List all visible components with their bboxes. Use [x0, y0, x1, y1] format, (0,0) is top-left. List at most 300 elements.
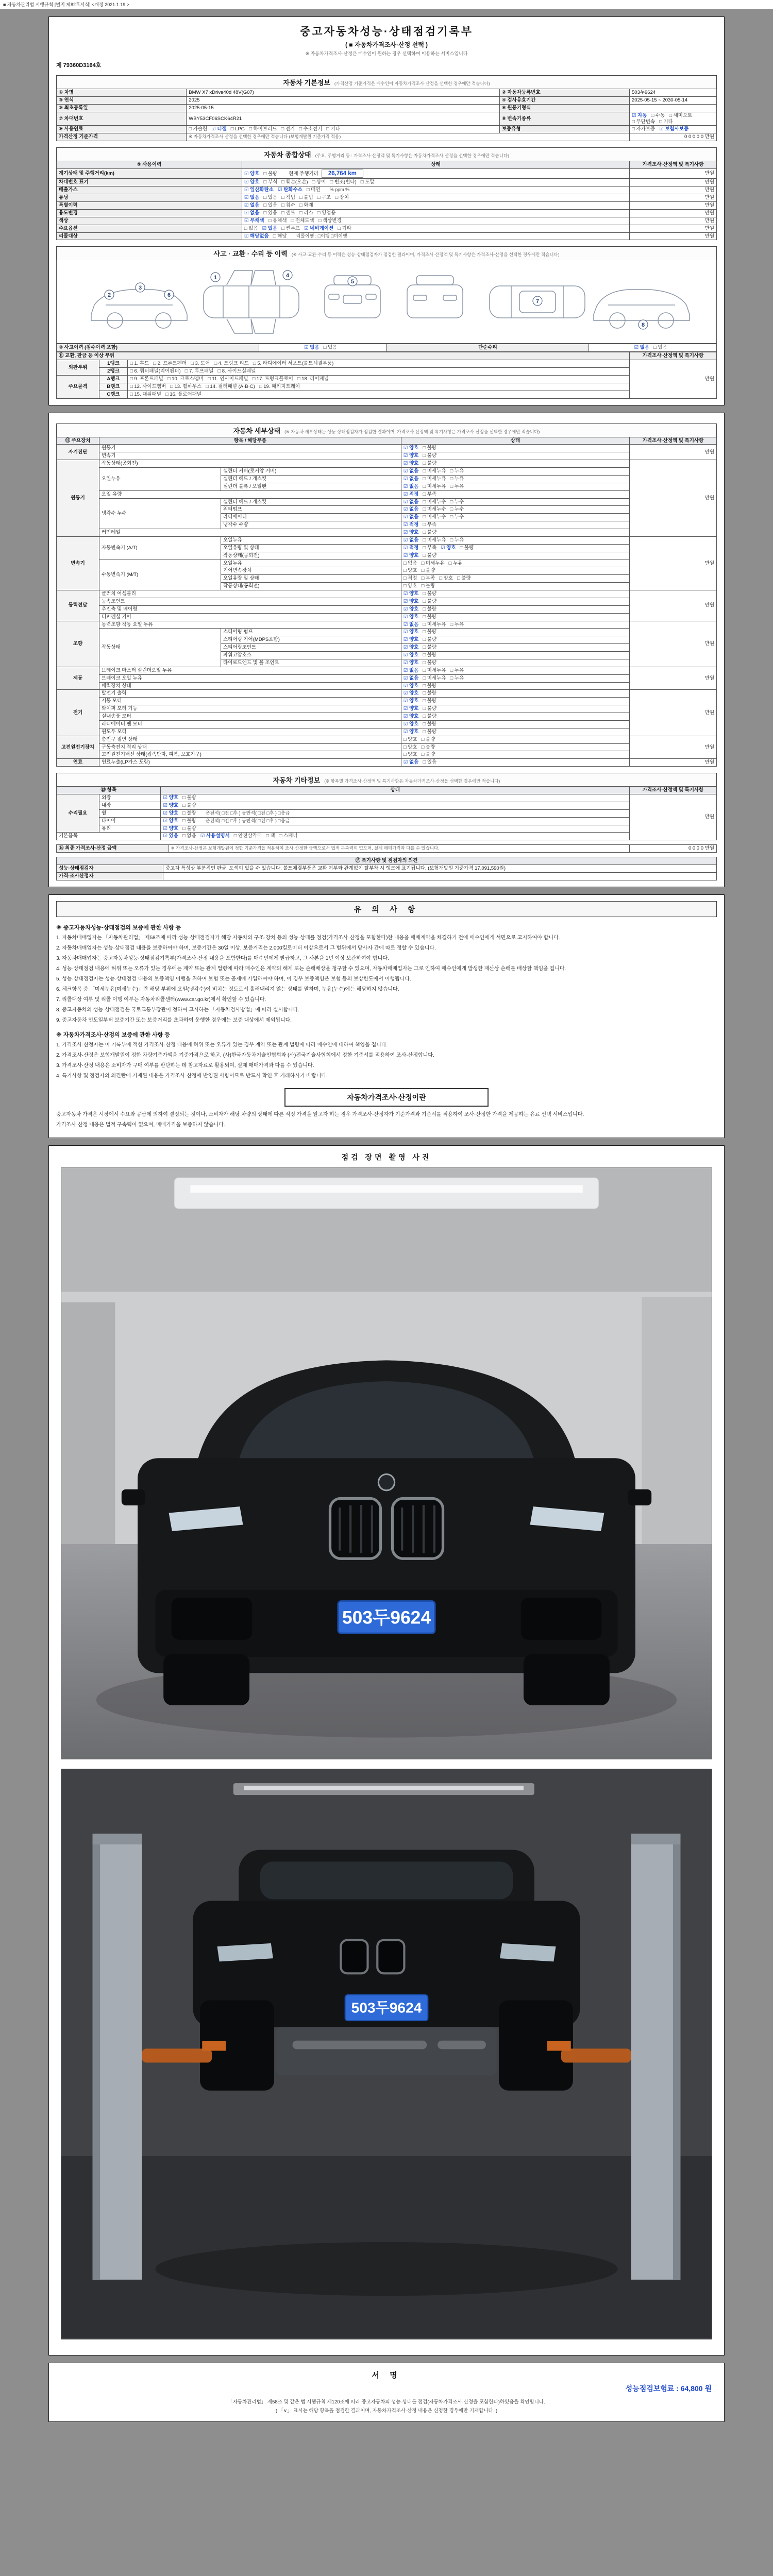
- checkbox-unchecked[interactable]: □ 불량: [423, 645, 437, 651]
- vin: [187, 112, 499, 126]
- checkbox-checked[interactable]: ☑ 네비게이션: [304, 225, 334, 231]
- cell: [57, 133, 187, 141]
- checkbox-unchecked[interactable]: □ 누유: [450, 621, 464, 628]
- inspector-opinion: [163, 865, 717, 873]
- cell-text: 만원: [704, 495, 714, 501]
- checkbox-unchecked[interactable]: □ 세미오토: [669, 112, 693, 118]
- cell-text: 오일누유: [223, 537, 242, 543]
- checkbox-checked[interactable]: ☑ 양호: [403, 614, 419, 620]
- cell: [99, 368, 128, 376]
- checkbox-unchecked[interactable]: □ 불량: [421, 744, 435, 750]
- cell-text: 가격·조사산정자: [59, 873, 94, 879]
- checkbox-unchecked[interactable]: □ 화재: [299, 202, 313, 208]
- checkbox-unchecked[interactable]: □ 유채색: [268, 217, 287, 224]
- section-header-basic: [56, 75, 717, 89]
- checkbox-unchecked[interactable]: □ 불량: [423, 606, 437, 612]
- checkbox-checked[interactable]: ☑ 양호: [403, 461, 419, 467]
- checkbox-unchecked[interactable]: □ 누수: [450, 506, 464, 513]
- checkbox-unchecked[interactable]: □ 불량: [421, 736, 435, 742]
- checkbox-unchecked[interactable]: □ 수동: [651, 112, 665, 118]
- cell-subtext: 운전석( □전 □후 ) 동반석( □전 □후 ) □응급: [205, 810, 290, 816]
- checkbox-unchecked[interactable]: □ 불량: [423, 659, 437, 666]
- checkbox-unchecked[interactable]: □ 하이브리드: [249, 126, 277, 132]
- cell-text: 파워고압호스: [223, 652, 252, 658]
- checkbox-unchecked[interactable]: □ 불량: [423, 714, 437, 719]
- checkbox-unchecked[interactable]: □ 누유: [450, 468, 464, 474]
- cell-text: 튜닝: [59, 195, 69, 201]
- checkbox-checked[interactable]: ☑ 양호: [403, 606, 419, 612]
- checkbox-unchecked[interactable]: □ LPG: [230, 126, 245, 132]
- checkbox-unchecked[interactable]: □ 10. 크로스멤버: [167, 376, 204, 382]
- section-title-etc: 자동차 기타정보: [273, 776, 321, 785]
- checkbox-unchecked[interactable]: □ 미세누유: [423, 476, 446, 482]
- checkbox-checked[interactable]: ☑ 없음: [244, 195, 260, 201]
- cell: [401, 713, 629, 721]
- checkbox-unchecked[interactable]: □ 양호: [403, 744, 417, 750]
- cell: [128, 375, 630, 383]
- checkbox-checked[interactable]: ☑ 없음: [403, 621, 419, 628]
- cell: [57, 194, 242, 202]
- checkbox-unchecked[interactable]: □ 불량: [423, 552, 437, 558]
- checkbox-unchecked[interactable]: □ 불량: [423, 598, 437, 604]
- checkbox-checked[interactable]: ☑ 없음: [244, 210, 260, 216]
- checkbox-unchecked[interactable]: □ 있음: [423, 759, 437, 766]
- checkbox-checked[interactable]: ☑ 있음: [262, 225, 278, 231]
- checkbox-unchecked[interactable]: □ 18. 리어패널: [297, 376, 329, 382]
- checkbox-unchecked[interactable]: □ 상이: [312, 179, 326, 185]
- cell: [630, 360, 717, 398]
- checkbox-unchecked[interactable]: □ 썬루프: [281, 225, 300, 231]
- checkbox-checked[interactable]: ☑ 디젤: [211, 126, 227, 132]
- checkbox-checked[interactable]: ☑ 없음: [403, 537, 419, 543]
- cell-text: 실린더 블록 / 오일팬: [223, 483, 267, 489]
- checkbox-unchecked[interactable]: □ 17. 트렁크플로어: [252, 376, 293, 382]
- cell: [242, 187, 629, 194]
- section-title-basic: 자동차 기본정보: [283, 79, 330, 87]
- checkbox-unchecked[interactable]: □ 불량: [423, 530, 437, 535]
- notes-list-2: [56, 1041, 717, 1080]
- checkbox-unchecked[interactable]: □ 기타: [659, 118, 673, 125]
- checkbox-checked[interactable]: ☑ 양호: [403, 591, 419, 597]
- checkbox-unchecked[interactable]: □ 불량: [423, 637, 437, 643]
- checkbox-unchecked[interactable]: □ 미세누유: [423, 621, 446, 628]
- checkbox-checked[interactable]: ☑ 양호: [403, 721, 419, 727]
- checkbox-checked[interactable]: ☑ 해당없음: [244, 233, 269, 239]
- checkbox-unchecked[interactable]: □ 불량: [423, 728, 437, 735]
- cell-text: 변속기: [102, 453, 116, 459]
- cell: [57, 104, 187, 112]
- checkbox-unchecked[interactable]: □ 구조: [317, 195, 331, 201]
- note-line: 2. 자동차매매업자는 성능·상태점검 내용을 보증하여야 하며, 보증기간은 30일 이상, 보증거리는 2,000킬로미터 이상으로서 그 범위에서 당사자 간에 따로 정할 수 있습니다.: [56, 945, 436, 951]
- cell: [99, 560, 221, 590]
- checkbox-unchecked[interactable]: □ 변조(변타): [330, 179, 357, 185]
- cell-text: 브레이크 오일 누유: [102, 675, 142, 681]
- checkbox-unchecked[interactable]: □ 장치: [335, 195, 349, 201]
- cell: [401, 445, 629, 452]
- checkbox-unchecked[interactable]: □ 6. 쿼터패널(리어펜더): [130, 368, 181, 374]
- checkbox-unchecked[interactable]: □ 전체도색: [291, 217, 314, 224]
- cell: [161, 825, 630, 833]
- checkbox-unchecked[interactable]: □ 영업용: [317, 210, 336, 216]
- cell-text: 가격조사·산정액 및 특기사항: [642, 787, 704, 793]
- checkbox-unchecked[interactable]: □ 양호: [403, 736, 417, 742]
- checkbox-unchecked[interactable]: □ 자가보증: [632, 126, 656, 132]
- checkbox-unchecked[interactable]: □ 적법: [281, 195, 295, 201]
- checkbox-checked[interactable]: ☑ 없음: [244, 202, 260, 208]
- checkbox-unchecked[interactable]: □ 스패너: [279, 833, 298, 839]
- cell-text: 제동: [73, 675, 83, 681]
- cell-text: 원동기: [102, 445, 116, 451]
- checkbox-unchecked[interactable]: □ 8. 사이드실패널: [217, 368, 256, 374]
- cell: [99, 460, 401, 468]
- cell: [161, 833, 630, 840]
- note-line: 6. 체크항목 중 「미세누유(미세누수)」란 해당 부위에 오일(냉각수)이 비치는 정도로서 흘러내리지 않는 상태를 말하며, 누유(누수)에는 해당하지 않습니다.: [56, 986, 399, 992]
- svg-text:6: 6: [167, 292, 171, 299]
- checkbox-checked[interactable]: ☑ 양호: [403, 683, 419, 689]
- checkbox-unchecked[interactable]: □ 16. 플로어패널: [165, 391, 202, 397]
- checkbox-checked[interactable]: ☑ 양호: [403, 690, 419, 697]
- checkbox-checked[interactable]: ☑ 없음: [403, 468, 419, 474]
- checkbox-unchecked[interactable]: □ 부식: [263, 179, 278, 185]
- cell: [221, 560, 401, 567]
- checkbox-unchecked[interactable]: □ 11. 인사이드패널: [207, 376, 248, 382]
- checkbox-unchecked[interactable]: □ 불량: [423, 690, 437, 697]
- cell: [589, 344, 717, 352]
- checkbox-unchecked[interactable]: □ 부족: [423, 491, 437, 497]
- checkbox-unchecked[interactable]: □ 불량: [423, 453, 437, 459]
- cell-text: 실린더 헤드 / 개스킷: [223, 476, 267, 482]
- checkbox-checked[interactable]: ☑ 양호: [403, 552, 419, 558]
- cell: [99, 690, 401, 698]
- checkbox-unchecked[interactable]: □ 5. 라디에이터 서포트(볼트체결부품): [253, 361, 334, 367]
- cell-text: 만원: [704, 202, 714, 208]
- checkbox-unchecked[interactable]: □ 있음: [263, 202, 278, 208]
- checkbox-unchecked[interactable]: □ 19. 패키지트레이: [259, 383, 300, 389]
- cell-text: 작동상태(공회전): [223, 552, 260, 558]
- cell-text: ⑨ 사용이력: [137, 162, 162, 168]
- cell: [401, 544, 629, 552]
- checkbox-checked[interactable]: ☑ 없음: [403, 514, 419, 520]
- checkbox-unchecked[interactable]: □ 전기: [281, 126, 295, 132]
- cell: [401, 644, 629, 652]
- checkbox-unchecked[interactable]: □ 없음: [403, 560, 417, 566]
- checkbox-unchecked[interactable]: □ 불법: [299, 195, 313, 201]
- cell: [401, 475, 629, 483]
- cell-text: 상태: [390, 787, 400, 793]
- checkbox-checked[interactable]: ☑ 없음: [403, 483, 419, 489]
- checkbox-checked[interactable]: ☑ 양호: [403, 645, 419, 651]
- checkbox-checked[interactable]: ☑ 양호: [403, 714, 419, 719]
- cell: [221, 483, 401, 490]
- checkbox-unchecked[interactable]: □ 7. 루프패널: [184, 368, 214, 374]
- warranty-type: [630, 126, 717, 133]
- checkbox-unchecked[interactable]: □ 15. 대쉬패널: [130, 391, 161, 397]
- checkbox-unchecked[interactable]: □ 불량: [263, 171, 278, 177]
- checkbox-checked[interactable]: ☑ 양호: [244, 179, 260, 185]
- checkbox-unchecked[interactable]: □ 미세누유: [423, 468, 446, 474]
- checkbox-checked[interactable]: ☑ 없음: [403, 499, 419, 505]
- checkbox-unchecked[interactable]: □ 미세누유: [423, 667, 446, 673]
- checkbox-unchecked[interactable]: □ 불량: [423, 721, 437, 727]
- checkbox-unchecked[interactable]: □ 양호: [439, 575, 453, 582]
- cell: [401, 728, 629, 736]
- cell-text: ③ 연식: [59, 97, 74, 103]
- cell: [221, 498, 401, 506]
- checkbox-unchecked[interactable]: □ 불량: [421, 752, 435, 758]
- cell: [401, 567, 629, 575]
- cell: [401, 483, 629, 490]
- checkbox-unchecked[interactable]: □ 불량: [423, 683, 437, 689]
- cell-text: 라디에이터 팬 모터: [102, 721, 142, 727]
- checkbox-unchecked[interactable]: □ 13. 휠하우스: [170, 383, 202, 389]
- cell-text: 스티어링 펌프: [223, 629, 253, 635]
- checkbox-unchecked[interactable]: □ 수소전기: [299, 126, 323, 132]
- checkbox-checked[interactable]: ☑ 무채색: [244, 217, 264, 224]
- cell-text: ④ 검사유효기간: [501, 97, 536, 103]
- checkbox-unchecked[interactable]: □ 해당: [273, 233, 287, 239]
- cell: [221, 514, 401, 521]
- checkbox-unchecked[interactable]: □ 미세누수: [423, 514, 446, 520]
- checkbox-unchecked[interactable]: □ 누유: [450, 667, 464, 673]
- note-line: 7. 리콜대상 여부 및 리콜 이행 여부는 자동차리콜센터(www.car.go.kr)에서 확인할 수 있습니다.: [56, 996, 266, 1003]
- checkbox-unchecked[interactable]: □ 2. 프론트펜더: [153, 361, 187, 367]
- checkbox-checked[interactable]: ☑ 없음: [403, 506, 419, 513]
- checkbox-checked[interactable]: ☑ 자동: [632, 112, 647, 118]
- checkbox-unchecked[interactable]: □ 불량: [423, 591, 437, 597]
- checkbox-unchecked[interactable]: □ 누유: [450, 537, 464, 543]
- checkbox-checked[interactable]: ☑ 양호: [163, 810, 178, 816]
- cell-text: 작동상태(공회전): [102, 461, 138, 467]
- checkbox-unchecked[interactable]: □ 잭: [266, 833, 275, 839]
- cell-text: 성능·상태점검자: [59, 866, 94, 871]
- cell: [401, 536, 629, 544]
- checkbox-checked[interactable]: ☑ 양호: [403, 445, 419, 451]
- checkbox-unchecked[interactable]: □ 없음: [244, 225, 258, 231]
- final-price-label: [57, 845, 169, 853]
- cell-text: 타이로드엔드 및 볼 조인트: [223, 659, 279, 666]
- checkbox-unchecked[interactable]: □ 불량: [423, 698, 437, 704]
- checkbox-unchecked[interactable]: □ 불량: [421, 568, 435, 574]
- svg-text:3: 3: [138, 285, 142, 292]
- svg-text:7: 7: [535, 298, 540, 305]
- cell-text: 0 0 0 0 0 만원: [684, 134, 714, 140]
- exchange-rank-table: [56, 352, 717, 398]
- checkbox-unchecked[interactable]: □ 미세누수: [423, 499, 446, 505]
- checkbox-unchecked[interactable]: □ 안전삼각대: [233, 833, 262, 839]
- checkbox-unchecked[interactable]: □ 있음: [263, 195, 278, 201]
- checkbox-checked[interactable]: ☑ 양호: [403, 453, 419, 459]
- cell-text: 타이어: [102, 818, 116, 824]
- note-line: 2. 가격조사·산정은 보험개발원이 정한 차량기준가액을 기준가격으로 하고, (사)한국자동차기술인협회와 (사)전국기술사협회에서 정한 기준서를 적용하여 조사·산정합니다.: [56, 1052, 434, 1058]
- checkbox-checked[interactable]: ☑ 양호: [403, 652, 419, 658]
- section-title-detail: 자동차 세부상태: [233, 427, 281, 435]
- checkbox-checked[interactable]: ☑ 양호: [403, 659, 419, 666]
- cell-text: 실린더 커버(로커암 커버): [223, 468, 277, 474]
- checkbox-unchecked[interactable]: □ 기타: [326, 126, 340, 132]
- cell: [401, 743, 629, 751]
- checkbox-checked[interactable]: ☑ 보험사보증: [659, 126, 689, 132]
- checkbox-unchecked[interactable]: □ 누유: [450, 476, 464, 482]
- cell: [401, 583, 629, 590]
- cell: [630, 225, 717, 232]
- cell-text: 윈도우 모터: [102, 728, 127, 735]
- notes-list-1: [56, 934, 717, 1024]
- checkbox-unchecked[interactable]: □ 불량: [423, 652, 437, 658]
- cell-text: 내장: [102, 802, 111, 808]
- checkbox-checked[interactable]: ☑ 양호: [163, 795, 178, 801]
- checkbox-unchecked[interactable]: □ 침수: [281, 202, 295, 208]
- checkbox-checked[interactable]: ☑ 양호: [244, 171, 260, 177]
- cell: [99, 468, 221, 491]
- cell: [630, 202, 717, 210]
- checkbox-checked[interactable]: ☑ 양호: [163, 825, 178, 832]
- checkbox-unchecked[interactable]: □ 색상변경: [318, 217, 342, 224]
- cell-text: C랭크: [107, 391, 120, 397]
- checkbox-unchecked[interactable]: □ 무단변속: [632, 118, 656, 125]
- checkbox-unchecked[interactable]: □ 불량: [182, 825, 196, 832]
- checkbox-unchecked[interactable]: □ 미세누유: [421, 560, 445, 566]
- checkbox-unchecked[interactable]: □ 양호: [403, 568, 417, 574]
- checkbox-unchecked[interactable]: □ 누유: [450, 483, 464, 489]
- checkbox-unchecked[interactable]: □ 불량: [182, 802, 196, 808]
- cell: [128, 391, 630, 398]
- document-title: 중고자동차성능·상태점검기록부: [300, 26, 473, 38]
- checkbox-checked[interactable]: ☑ 양호: [163, 818, 178, 824]
- cell: [630, 352, 717, 360]
- car-diagram-svg: [59, 263, 714, 340]
- checkbox-unchecked[interactable]: □ 있음: [263, 210, 278, 216]
- checkbox-checked[interactable]: ☑ 양호: [403, 728, 419, 735]
- cell: [99, 802, 161, 809]
- checkbox-unchecked[interactable]: □ 누유: [450, 675, 464, 681]
- checkbox-checked[interactable]: ☑ 없음: [403, 667, 419, 673]
- checkbox-checked[interactable]: ☑ 적정: [403, 491, 419, 497]
- checkbox-checked[interactable]: ☑ 양호: [403, 629, 419, 635]
- checkbox-checked[interactable]: ☑ 양호: [441, 545, 456, 551]
- cell: [221, 567, 401, 575]
- checkbox-unchecked[interactable]: □ 기타: [338, 225, 351, 231]
- checkbox-unchecked[interactable]: □ 부족: [421, 575, 435, 582]
- cell-text: 추진축 및 베어링: [102, 606, 138, 612]
- cell-text: 상태: [431, 162, 441, 168]
- checkbox-unchecked[interactable]: □ 12. 사이드멤버: [130, 383, 166, 389]
- checkbox-checked[interactable]: ☑ 있음: [163, 833, 178, 839]
- checkbox-checked[interactable]: ☑ 일산화탄소: [244, 187, 274, 193]
- checkbox-unchecked[interactable]: □ 있음: [323, 345, 338, 351]
- checkbox-unchecked[interactable]: □ 양호: [403, 752, 417, 758]
- checkbox-unchecked[interactable]: □ 미세누유: [423, 537, 446, 543]
- checkbox-unchecked[interactable]: □ 1. 후드: [130, 361, 149, 367]
- checkbox-checked[interactable]: ☑ 양호: [403, 530, 419, 535]
- checkbox-unchecked[interactable]: □ 누수: [450, 499, 464, 505]
- cell-text: 오일누유: [102, 476, 121, 482]
- cell-text: 만원: [704, 217, 714, 224]
- checkbox-checked[interactable]: ☑ 양호: [403, 706, 419, 712]
- cell: [99, 391, 128, 398]
- note-line: 「자동차관리법」 제58조 및 같은 법 시행규칙 제120조에 따라 중고자동차의 성능·상태를 점검(자동차가격조사·산정을 포함한다)하였음을 확인합니다.: [228, 2399, 545, 2405]
- cell: [221, 468, 401, 476]
- checkbox-unchecked[interactable]: □ 없음: [182, 833, 196, 839]
- checkbox-unchecked[interactable]: □ 미세누유: [423, 483, 446, 489]
- cell-text: 만원: [704, 759, 714, 766]
- checkbox-unchecked[interactable]: □ 리스: [299, 210, 313, 216]
- overall-state-table: [56, 161, 717, 240]
- checkbox-unchecked[interactable]: □ 불량: [423, 461, 437, 467]
- checkbox-checked[interactable]: ☑ 양호: [403, 598, 419, 604]
- checkbox-unchecked[interactable]: □ 불량: [423, 445, 437, 451]
- checkbox-unchecked[interactable]: □ 부족: [423, 522, 437, 528]
- checkbox-unchecked[interactable]: □ 렌트: [281, 210, 295, 216]
- checkbox-checked[interactable]: ☑ 탄화수소: [277, 187, 303, 193]
- cell: [221, 659, 401, 667]
- checkbox-unchecked[interactable]: □ 불량: [423, 706, 437, 712]
- checkbox-checked[interactable]: ☑ 없음: [403, 759, 419, 766]
- checkbox-unchecked[interactable]: □ 훼손(오손): [281, 179, 308, 185]
- checkbox-checked[interactable]: ☑ 없음: [634, 345, 650, 351]
- checkbox-checked[interactable]: ☑ 양호: [403, 698, 419, 704]
- cell-text: 스티어링조인트: [223, 645, 257, 651]
- checkbox-unchecked[interactable]: □ 불량: [182, 795, 196, 801]
- checkbox-unchecked[interactable]: □ 14. 필러패널 (A·B·C): [206, 383, 255, 389]
- checkbox-unchecked[interactable]: □ 불량: [457, 575, 471, 582]
- cell-text: 주요옵션: [59, 225, 78, 231]
- opinion-table: [56, 857, 717, 880]
- checkbox-checked[interactable]: ☑ 양호: [163, 802, 178, 808]
- checkbox-checked[interactable]: ☑ 적정: [403, 522, 419, 528]
- checkbox-checked[interactable]: ☑ 없음: [304, 345, 320, 351]
- checkbox-unchecked[interactable]: □ 부족: [423, 545, 437, 551]
- checkbox-unchecked[interactable]: □ 불량: [423, 629, 437, 635]
- panel-basic-info: [48, 16, 725, 405]
- cell-text: ⑮ 특기사항 및 점검자의 의견: [355, 858, 418, 864]
- note-line: 4. 성능·상태점검 내용에 허위 또는 오류가 있는 경우에는 계약 또는 관계 법령에 따라 매수인은 계약의 해제 또는 손해배상을 청구할 수 있으며, 자동차매매업자는 그로 인하여 매수인에게 발생한 재산상 손해를 배상할 책임을 집니다.: [56, 965, 566, 972]
- checkbox-checked[interactable]: ☑ 적정: [403, 545, 419, 551]
- checkbox-unchecked[interactable]: □ 불량: [423, 614, 437, 620]
- checkbox-unchecked[interactable]: □ 양호: [403, 583, 417, 589]
- checkbox-unchecked[interactable]: □ 3. 도어: [191, 361, 210, 367]
- checkbox-unchecked[interactable]: □ 미세누유: [423, 675, 446, 681]
- checkbox-unchecked[interactable]: □ 불량: [182, 810, 196, 816]
- cell: [221, 636, 401, 644]
- checkbox-unchecked[interactable]: □ 미세누수: [423, 506, 446, 513]
- cell: [401, 674, 629, 682]
- checkbox-unchecked[interactable]: □ 누수: [450, 514, 464, 520]
- checkbox-unchecked[interactable]: □ 불량: [460, 545, 474, 551]
- checkbox-unchecked[interactable]: □ 9. 프론트패널: [130, 376, 163, 382]
- checkbox-checked[interactable]: ☑ 없음: [403, 476, 419, 482]
- cell-text: 가격조사·산정액 및 특기사항: [642, 162, 704, 168]
- cell: [99, 536, 221, 560]
- checkbox-checked[interactable]: ☑ 양호: [403, 637, 419, 643]
- checkbox-unchecked[interactable]: □ 도말: [360, 179, 375, 185]
- checkbox-checked[interactable]: ☑ 없음: [403, 675, 419, 681]
- checkbox-unchecked[interactable]: □ 불량: [182, 818, 196, 824]
- checkbox-unchecked[interactable]: □ 있음: [653, 345, 667, 351]
- checkbox-unchecked[interactable]: □ 불량: [421, 583, 435, 589]
- cell: [99, 825, 161, 833]
- checkbox-unchecked[interactable]: □ 4. 트렁크 리드: [214, 361, 249, 367]
- cell-text: 만원: [704, 744, 714, 750]
- checkbox-unchecked[interactable]: □ 적정: [403, 575, 417, 582]
- checkbox-unchecked[interactable]: □ 누유: [448, 560, 463, 566]
- cell: [99, 621, 401, 629]
- cell: [57, 352, 630, 360]
- checkbox-unchecked[interactable]: □ 매연: [306, 187, 321, 193]
- checkbox-unchecked[interactable]: □ 가솔린: [189, 126, 208, 132]
- cell-text: 오일유량 및 상태: [223, 575, 259, 582]
- checkbox-checked[interactable]: ☑ 사용설명서: [200, 833, 230, 839]
- cell-text: ⑬ 항목: [100, 787, 116, 793]
